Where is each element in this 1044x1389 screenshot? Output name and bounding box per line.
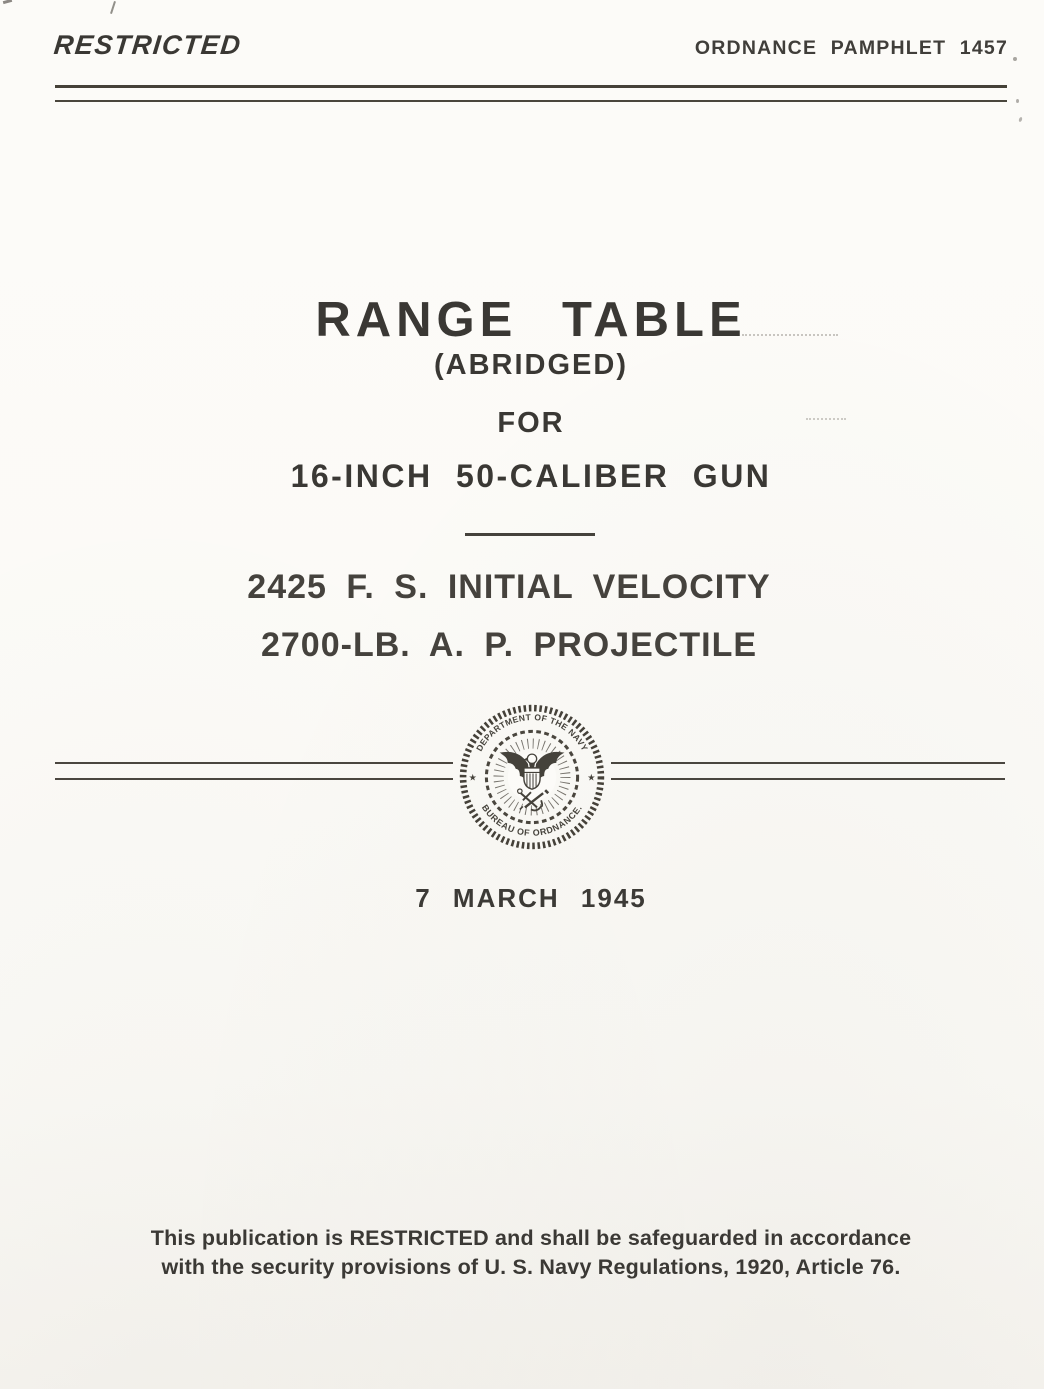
publication-date: 7 MARCH 1945: [415, 883, 647, 913]
seal-ring-bottom-text: BUREAU OF ORDNANCE.: [479, 802, 585, 838]
initial-velocity-line: 2425 F. S. INITIAL VELOCITY: [247, 568, 771, 606]
scan-artifact: [1018, 117, 1023, 123]
seal-star-left-icon: ★: [468, 772, 477, 783]
title-divider-rule: [465, 533, 595, 536]
classification-marking: RESTRICTED: [52, 30, 244, 60]
scan-artifact: [742, 334, 838, 338]
security-notice-line-2: with the security provisions of U. S. Navy Regulations, 1920, Article 76.: [161, 1254, 901, 1279]
page-subtitle-abridged: (ABRIDGED): [434, 349, 628, 381]
seal-ring-top-text: DEPARTMENT OF THE NAVY: [473, 712, 591, 753]
seal-left-double-rule: [55, 762, 453, 780]
seal-star-right-icon: ★: [587, 772, 596, 783]
title-for-label: FOR: [497, 407, 565, 439]
page-title: RANGE TABLE: [315, 293, 747, 347]
scan-artifact: [3, 0, 12, 4]
seal-eagle-emblem: [500, 752, 565, 811]
scan-artifact: [1016, 99, 1019, 103]
scan-artifact: [1013, 57, 1017, 61]
projectile-line: 2700-LB. A. P. PROJECTILE: [260, 626, 758, 664]
scan-artifact: [110, 1, 116, 14]
security-notice: [9, 1224, 1044, 1281]
bureau-of-ordnance-seal: [456, 701, 608, 853]
pamphlet-number: ORDNANCE PAMPHLET 1457: [694, 37, 1008, 59]
gun-designation: 16-INCH 50-CALIBER GUN: [290, 458, 772, 494]
security-notice-line-1: This publication is RESTRICTED and shall be safeguarded in accordance: [150, 1226, 912, 1250]
seal-right-double-rule: [611, 762, 1005, 780]
header-double-rule: [55, 85, 1007, 102]
scan-artifact: [806, 418, 846, 422]
